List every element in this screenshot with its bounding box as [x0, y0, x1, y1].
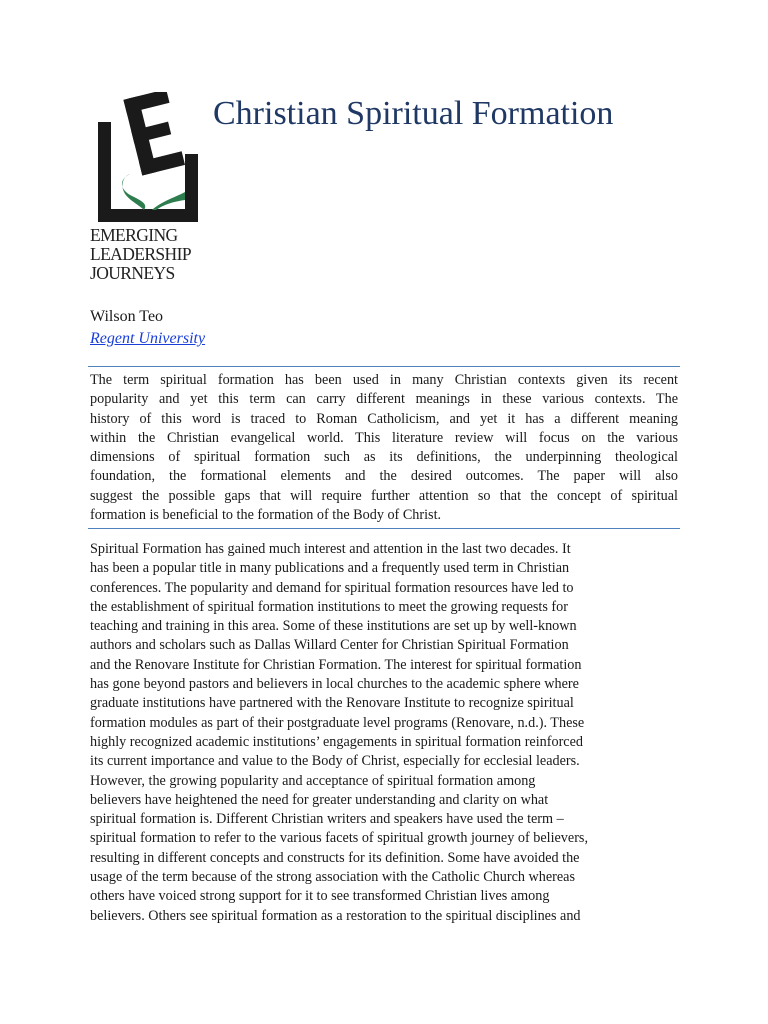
body-line: resulting in different concepts and constructs for its definition. Some have avoided the	[90, 849, 580, 866]
body-line: teaching and training in this area. Some of these institutions are set up by well-known	[90, 618, 577, 635]
body-line: has been a popular title in many publications and a frequently used term in Christian	[90, 560, 570, 577]
abstract-line: popularity and yet this term can carry different meanings in these various contexts. The	[90, 391, 678, 408]
body-line: has gone beyond pastors and believers in local churches to the academic sphere where	[90, 676, 579, 693]
author-affiliation-link[interactable]: Regent University	[90, 330, 206, 347]
logo-wordmark	[90, 226, 206, 283]
body-line: graduate institutions have partnered with the Renovare Institute to recognize spiritual	[90, 695, 574, 712]
body-line: However, the growing popularity and acceptance of spiritual formation among	[90, 772, 536, 789]
emerging-leadership-journeys-logo	[90, 92, 206, 288]
body-line: spiritual formation to refer to the various facets of spiritual growth journey of believers,	[90, 830, 588, 847]
body-line: formation modules as part of their postgraduate level programs (Renovare, n.d.). These	[90, 714, 585, 731]
body-line: its current importance and value to the Body of Christ, especially for ecclesial leaders.	[90, 753, 580, 770]
body-line: and the Renovare Institute for Christian Formation. The interest for spiritual formation	[90, 656, 582, 673]
body-line: believers have heightened the need for greater understanding and clarity on what	[90, 791, 549, 808]
body-line: authors and scholars such as Dallas Willard Center for Christian Spiritual Formation	[90, 637, 569, 654]
abstract-line: dimensions of spiritual formation such as its definitions, the underpinning theological	[90, 449, 678, 466]
body-line: believers. Others see spiritual formation as a restoration to the spiritual disciplines and	[90, 907, 581, 924]
body-line: spiritual formation is. Different Christian writers and speakers have used the term –	[90, 811, 564, 828]
body-line: usage of the term because of the strong association with the Catholic Church whereas	[90, 869, 575, 886]
body-line: others have voiced strong support for it to see transformed Christian lives among	[90, 888, 550, 905]
abstract-line: history of this word is traced to Roman Catholicism, and yet it has a different meaning	[90, 410, 678, 427]
logo-word-3: JOURNEYS	[90, 263, 175, 283]
abstract-line: within the Christian evangelical world. This literature review will focus on the various	[90, 429, 678, 446]
author-block	[90, 306, 205, 350]
body-line: the establishment of spiritual formation institutions to meet the growing requests for	[90, 598, 568, 615]
author-name: Wilson Teo	[90, 308, 164, 325]
abstract-line: formation is beneficial to the formation of the Body of Christ.	[90, 507, 442, 524]
body-paragraph	[90, 540, 680, 926]
abstract-line: The term spiritual formation has been used in many Christian contexts given its recent	[90, 372, 678, 388]
body-line: Spiritual Formation has gained much interest and attention in the last two decades. It	[90, 541, 571, 557]
page-title: Christian Spiritual Formation	[213, 95, 614, 132]
logo-word-1: EMERGING	[90, 225, 178, 245]
logo-e-mark	[90, 92, 206, 224]
abstract-line: foundation, the formational elements and the desired outcomes. The paper will also	[90, 468, 678, 485]
body-line: highly recognized academic institutions’ engagements in spiritual formation reinforced	[90, 733, 583, 750]
abstract-line: suggest the possible gaps that will require further attention so that the concept of spiritual	[90, 487, 678, 504]
logo-word-2: LEADERSHIP	[90, 244, 191, 264]
abstract-box	[88, 366, 680, 529]
body-line: conferences. The popularity and demand for spiritual formation resources have led to	[90, 579, 574, 596]
